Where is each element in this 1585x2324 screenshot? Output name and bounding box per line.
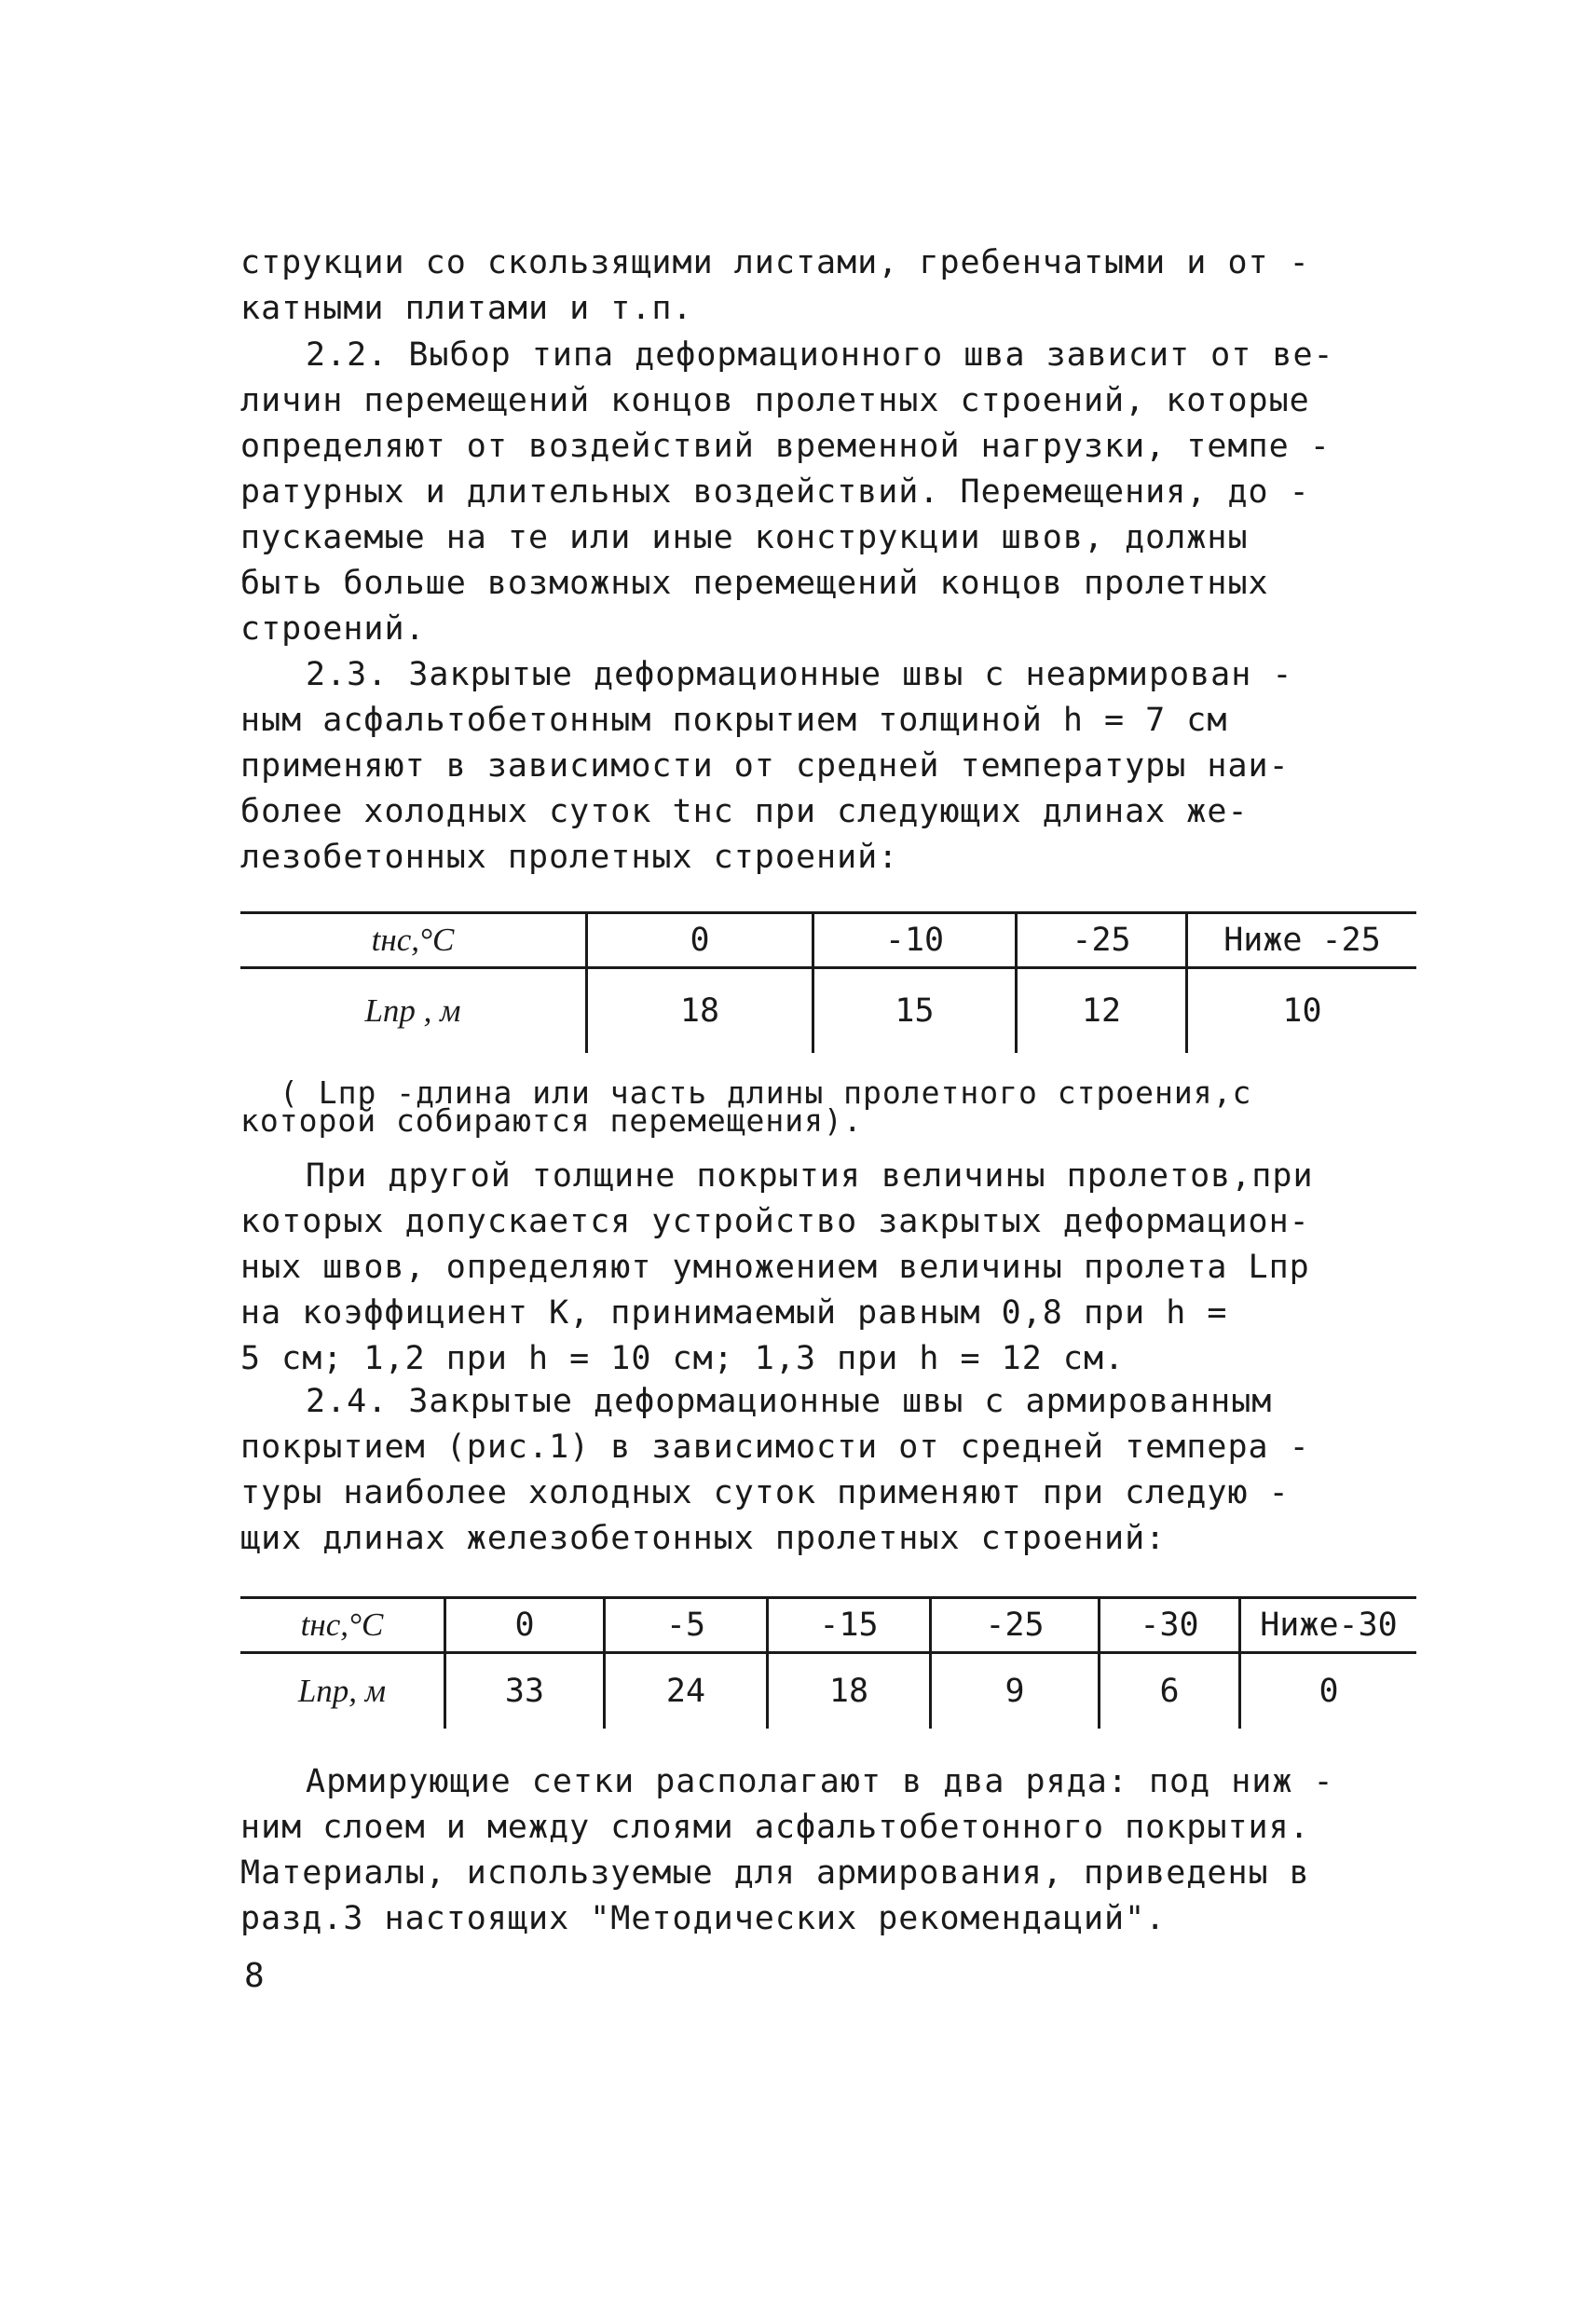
text-line: которых допускается устройство закрытых деформацион-	[240, 1203, 1310, 1240]
table-cell: 24	[605, 1653, 768, 1729]
text-line: лезобетонных пролетных строений:	[240, 839, 899, 876]
text-line: 2.2. Выбор типа деформационного шва зависит от ве-	[306, 336, 1334, 374]
text-line: 5 см; 1,2 при h = 10 см; 1,3 при h = 12 см.	[240, 1340, 1126, 1377]
table-cell: 6	[1100, 1653, 1240, 1729]
text-line: быть больше возможных перемещений концов пролетных	[240, 565, 1269, 602]
text-line: ных швов, определяют умножением величины пролета Lпр	[240, 1249, 1310, 1286]
table-header-cell: -25	[1017, 913, 1187, 968]
table-row	[240, 968, 1416, 1054]
text-line: более холодных суток tнс при следующих длинах же-	[240, 793, 1249, 830]
table-header-cell: -15	[768, 1598, 931, 1653]
text-line: которой собираются перемещения).	[240, 1102, 863, 1139]
table-header-cell: -25	[931, 1598, 1100, 1653]
table-header-cell: -5	[605, 1598, 768, 1653]
text-line: личин перемещений концов пролетных строений, которые	[240, 382, 1310, 419]
table-header-cell: 0	[587, 913, 813, 968]
table-header-cell: Ниже -25	[1187, 913, 1417, 968]
table-cell: 18	[768, 1653, 931, 1729]
text-line: применяют в зависимости от средней температуры наи-	[240, 747, 1290, 785]
table-cell: 9	[931, 1653, 1100, 1729]
text-line: 2.3. Закрытые деформационные швы с неармирован -	[306, 656, 1293, 693]
text-line: При другой толщине покрытия величины пролетов,при	[306, 1157, 1314, 1195]
table-header-cell: tнс,°С	[240, 1598, 445, 1653]
table-row	[240, 1653, 1416, 1729]
text-line: на коэффициент К, принимаемый равным 0,8 при h =	[240, 1294, 1228, 1332]
text-line: щих длинах железобетонных пролетных строений:	[240, 1520, 1167, 1557]
table-cell: Lпр, м	[297, 1673, 387, 1709]
text-line: разд.3 настоящих "Методических рекомендаций".	[240, 1900, 1167, 1937]
table-span-lengths-reinforced	[240, 1596, 1416, 1729]
table-cell: 33	[445, 1653, 605, 1729]
text-line: 2.4. Закрытые деформационные швы с армированным	[306, 1383, 1273, 1420]
text-line: строений.	[240, 610, 426, 648]
text-line: катными плитами и т.п.	[240, 290, 693, 327]
table-header-row	[240, 1598, 1416, 1653]
table-cell: Lпр , м	[364, 992, 461, 1029]
table-cell: 12	[1017, 968, 1187, 1054]
text-line: ным асфальтобетонным покрытием толщиной h = 7 см	[240, 702, 1228, 739]
text-line: ратурных и длительных воздействий. Перемещения, до -	[240, 473, 1310, 511]
table-header-cell: 0	[445, 1598, 605, 1653]
paragraph-2-4	[240, 1379, 1414, 1562]
table-header-cell: Ниже-30	[1240, 1598, 1417, 1653]
table-cell: 18	[587, 968, 813, 1054]
paragraph-2-2	[240, 333, 1414, 652]
table-header-cell: -10	[813, 913, 1017, 968]
text-line: Армирующие сетки располагают в два ряда: под ниж -	[306, 1763, 1334, 1800]
text-line: Материалы, используемые для армирования, приведены в	[240, 1854, 1310, 1892]
table-header-cell: tнс,°С	[240, 913, 587, 968]
text-line: туры наиболее холодных суток применяют при следую -	[240, 1474, 1290, 1511]
paragraph-intro	[240, 240, 1414, 332]
table-header-cell: -30	[1100, 1598, 1240, 1653]
table-cell: 10	[1187, 968, 1417, 1054]
text-line: ним слоем и между слоями асфальтобетонного покрытия.	[240, 1809, 1310, 1846]
table-footnote	[240, 1074, 1416, 1139]
text-line: струкции со скользящими листами, гребенчатыми и от -	[240, 244, 1310, 281]
page-number: 8	[244, 1957, 265, 1995]
table-cell: 0	[1240, 1653, 1417, 1729]
table-cell: 15	[813, 968, 1017, 1054]
paragraph-final	[240, 1759, 1414, 1942]
table-header-row	[240, 913, 1416, 968]
text-line: пускаемые на те или иные конструкции швов, должны	[240, 519, 1249, 556]
text-line: покрытием (рис.1) в зависимости от средней темпера -	[240, 1429, 1310, 1466]
paragraph-2-3	[240, 652, 1414, 881]
paragraph-other-thickness	[240, 1154, 1414, 1382]
text-line: ( Lпр -длина или часть длины пролетного строения,с	[280, 1074, 1252, 1111]
text-line: определяют от воздействий временной нагрузки, темпе -	[240, 428, 1331, 465]
table-span-lengths-unreinforced	[240, 911, 1416, 1053]
